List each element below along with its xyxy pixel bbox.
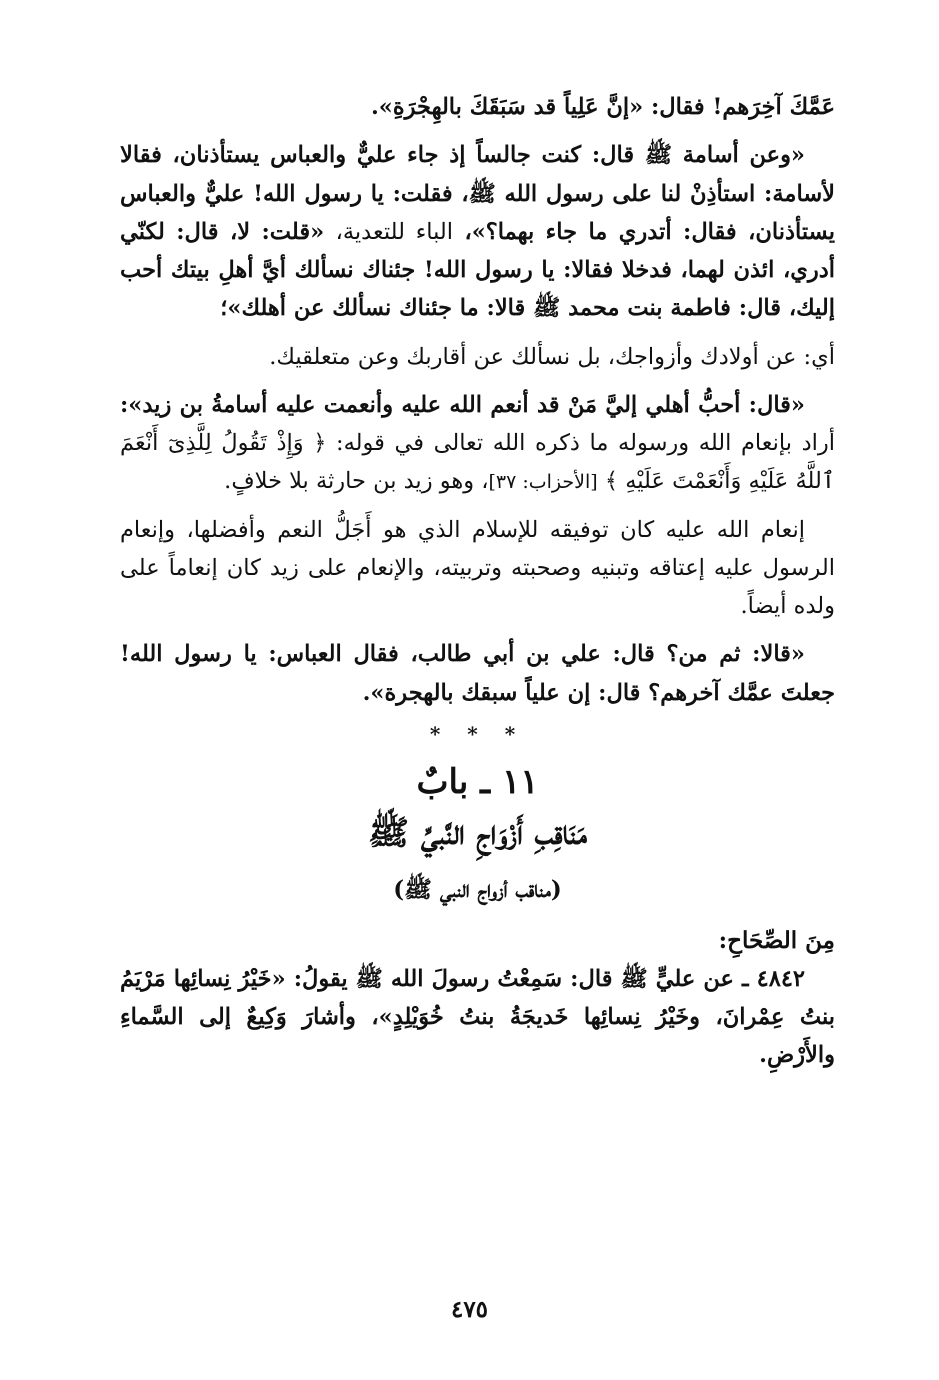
chapter-subtitle: (مناقب أزواج النبي ﷺ) [393, 875, 562, 903]
paragraph-text: «قلت: لا، قال: لكنّي أدري، ائذن لهما، فدخلا فقالا: يا رسول الله! جئناك نسألك أيَّ أهلِ بيتك أحب إليك، قال: فاطمة بنت محمد ﷺ قالا: ما جئناك نسألك عن أهلك»؛ [120, 218, 835, 322]
paragraph-continuation [120, 88, 835, 126]
paragraph-text: أراد بإنعام الله ورسوله ما ذكره الله تعالى في قوله: ﴿ وَإِذْ تَقُولُ لِلَّذِىٓ أَنْعَمَ ٱللَّهُ عَلَيْهِ وَأَنْعَمْتَ عَلَيْهِ ﴾ [120, 430, 835, 495]
paragraph-text: إنعام الله عليه كان توفيقه للإسلام الذي هو أَجَلُّ النعم وأفضلها، وإنعام الرسول عليه إعتاقه وتبنيه وصحبته وتربيته، والإنعام على زيد كان إنعاماً على ولده أيضاً. [120, 516, 835, 619]
paragraph-text: عَمَّكَ آخِرَهم! فقال: «إنَّ عَلِياً قد سَبَقَكَ بالهِجْرَةِ». [370, 94, 835, 120]
paragraph-zaid [120, 386, 835, 501]
paragraph-text: أي: عن أولادك وأزواجك، بل نسألك عن أقاربك وعن متعلقيك. [269, 343, 835, 370]
section-separator: * * * [429, 721, 526, 746]
chapter-heading [120, 760, 835, 859]
page-body [120, 88, 835, 1380]
quran-reference: [الأحزاب: ٣٧] [488, 471, 598, 494]
paragraph-hadith-end [120, 635, 835, 712]
section-label: مِنَ الصِّحَاحِ: [718, 926, 835, 954]
paragraph-hadith-osama [120, 136, 835, 327]
chapter-number: ١١ ـ بابٌ [416, 761, 539, 802]
paragraph-hadith-4842 [120, 960, 835, 1075]
chapter-title: مَنَاقِبِ أَزْوَاجِ النَّبيِّ ﷺ [367, 812, 588, 853]
paragraph-text: «وعن أسامة ﷺ قال: كنت جالساً إذ جاء عليٌّ والعباس يستأذنان، فقالا لأسامة: استأذِنْ لنا على رسول الله ﷺ، فقلت: يا رسول الله! عليٌّ والعباس يستأذنان، فقال: أتدري ما جاء بهما؟»، [120, 142, 835, 245]
paragraph-text: ٤٨٤٢ ـ عن عليٍّ ﷺ قال: سَمِعْتُ رسولَ الله ﷺ يقولُ: «خَيْرُ نِسائِها مَرْيَمُ بنتُ عِمْرانَ، وخَيْرُ نِسائِها خَديجَةُ بنتُ خُوَيْلِدٍ»، وأشارَ وَكِيعٌ إلى السَّماءِ والأَرْضِ. [120, 965, 835, 1069]
paragraph-text: ، وهو زيد بن حارثة بلا خلافٍ. [224, 468, 489, 495]
paragraph-text: «قالا: ثم من؟ قال: علي بن أبي طالب، فقال العباس: يا رسول الله! جعلتَ عمَّك آخرهم؟ قال: إن علياً سبقك بالهجرة». [120, 641, 835, 706]
paragraph-blessing [120, 511, 835, 626]
paragraph-quote: «قال: أحبُّ أهلي إليَّ مَنْ قد أنعم الله عليه وأنعمت عليه أسامةُ بن زيد»: [120, 391, 805, 418]
paragraph-gloss: الباء للتعدية، [335, 218, 454, 245]
page-number: ٤٧٥ [450, 1296, 489, 1323]
paragraph-explanation [120, 338, 835, 376]
